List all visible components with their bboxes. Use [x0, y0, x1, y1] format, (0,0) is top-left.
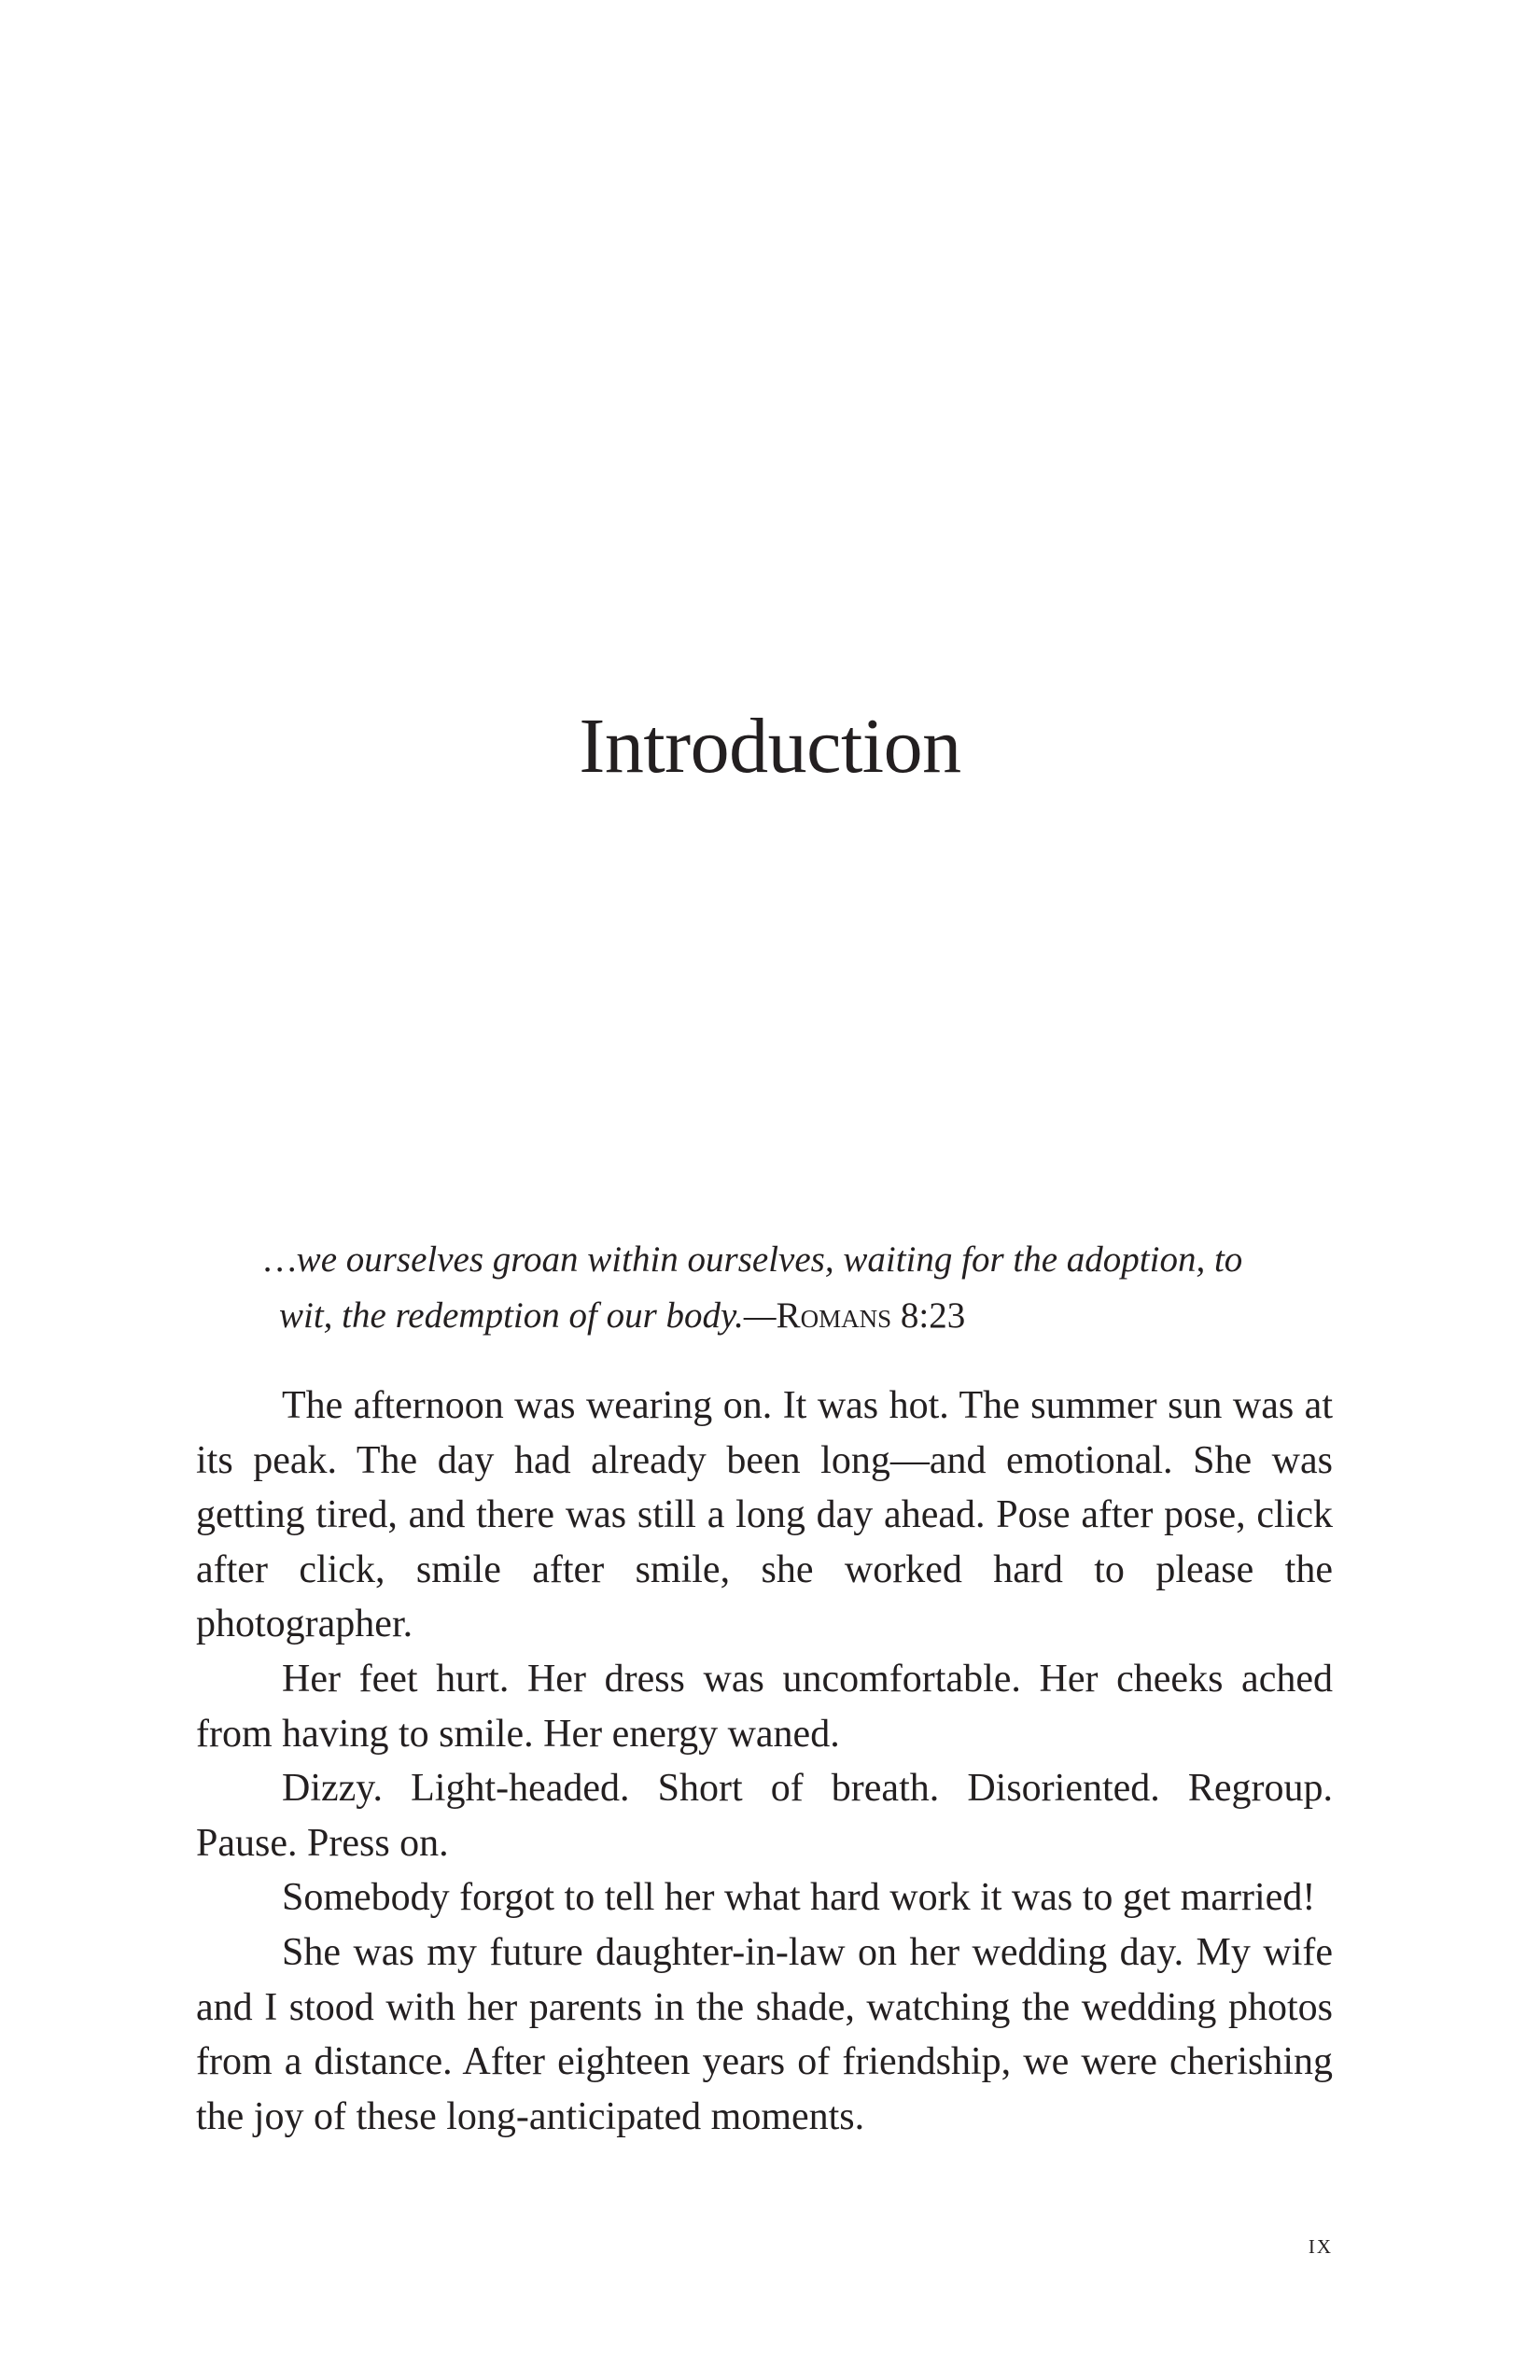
- page-number: ix: [1308, 2229, 1333, 2260]
- epigraph-citation-book: Romans: [776, 1295, 892, 1336]
- paragraph-1: The afternoon was wearing on. It was hot. The summer sun was at its peak. The day had already been long—and emotional. She was getting tired, and there was still a long day ahead. Pose after pose, click after click, smile after smile, she worked hard to please the photographer.: [196, 1384, 1333, 1646]
- paragraph-3: Dizzy. Light-headed. Short of breath. Disoriented. Regroup. Pause. Press on.: [196, 1767, 1333, 1865]
- body-text: [196, 1379, 1333, 2144]
- paragraph-5: She was my future daughter-in-law on her wedding day. My wife and I stood with her parents in the shade, watching the wedding photos from a distance. After eighteen years of friendship, we were cherishing the joy of these long-anticipated moments.: [196, 1930, 1333, 2138]
- epigraph-line-1: …we ourselves groan within ourselves, waiting for the adoption, to: [264, 1239, 1243, 1280]
- paragraph-4: Somebody forgot to tell her what hard work it was to get married!: [282, 1876, 1316, 1920]
- epigraph-line-2: [264, 1288, 1300, 1344]
- epigraph-citation-ref: 8:23: [891, 1295, 966, 1336]
- epigraph-line-2-text: wit, the redemption of our body.—: [279, 1295, 777, 1336]
- chapter-title: Introduction: [579, 703, 961, 790]
- paragraph-2: Her feet hurt. Her dress was uncomfortable. Her cheeks ached from having to smile. Her energy waned.: [196, 1657, 1333, 1756]
- epigraph: [264, 1232, 1300, 1344]
